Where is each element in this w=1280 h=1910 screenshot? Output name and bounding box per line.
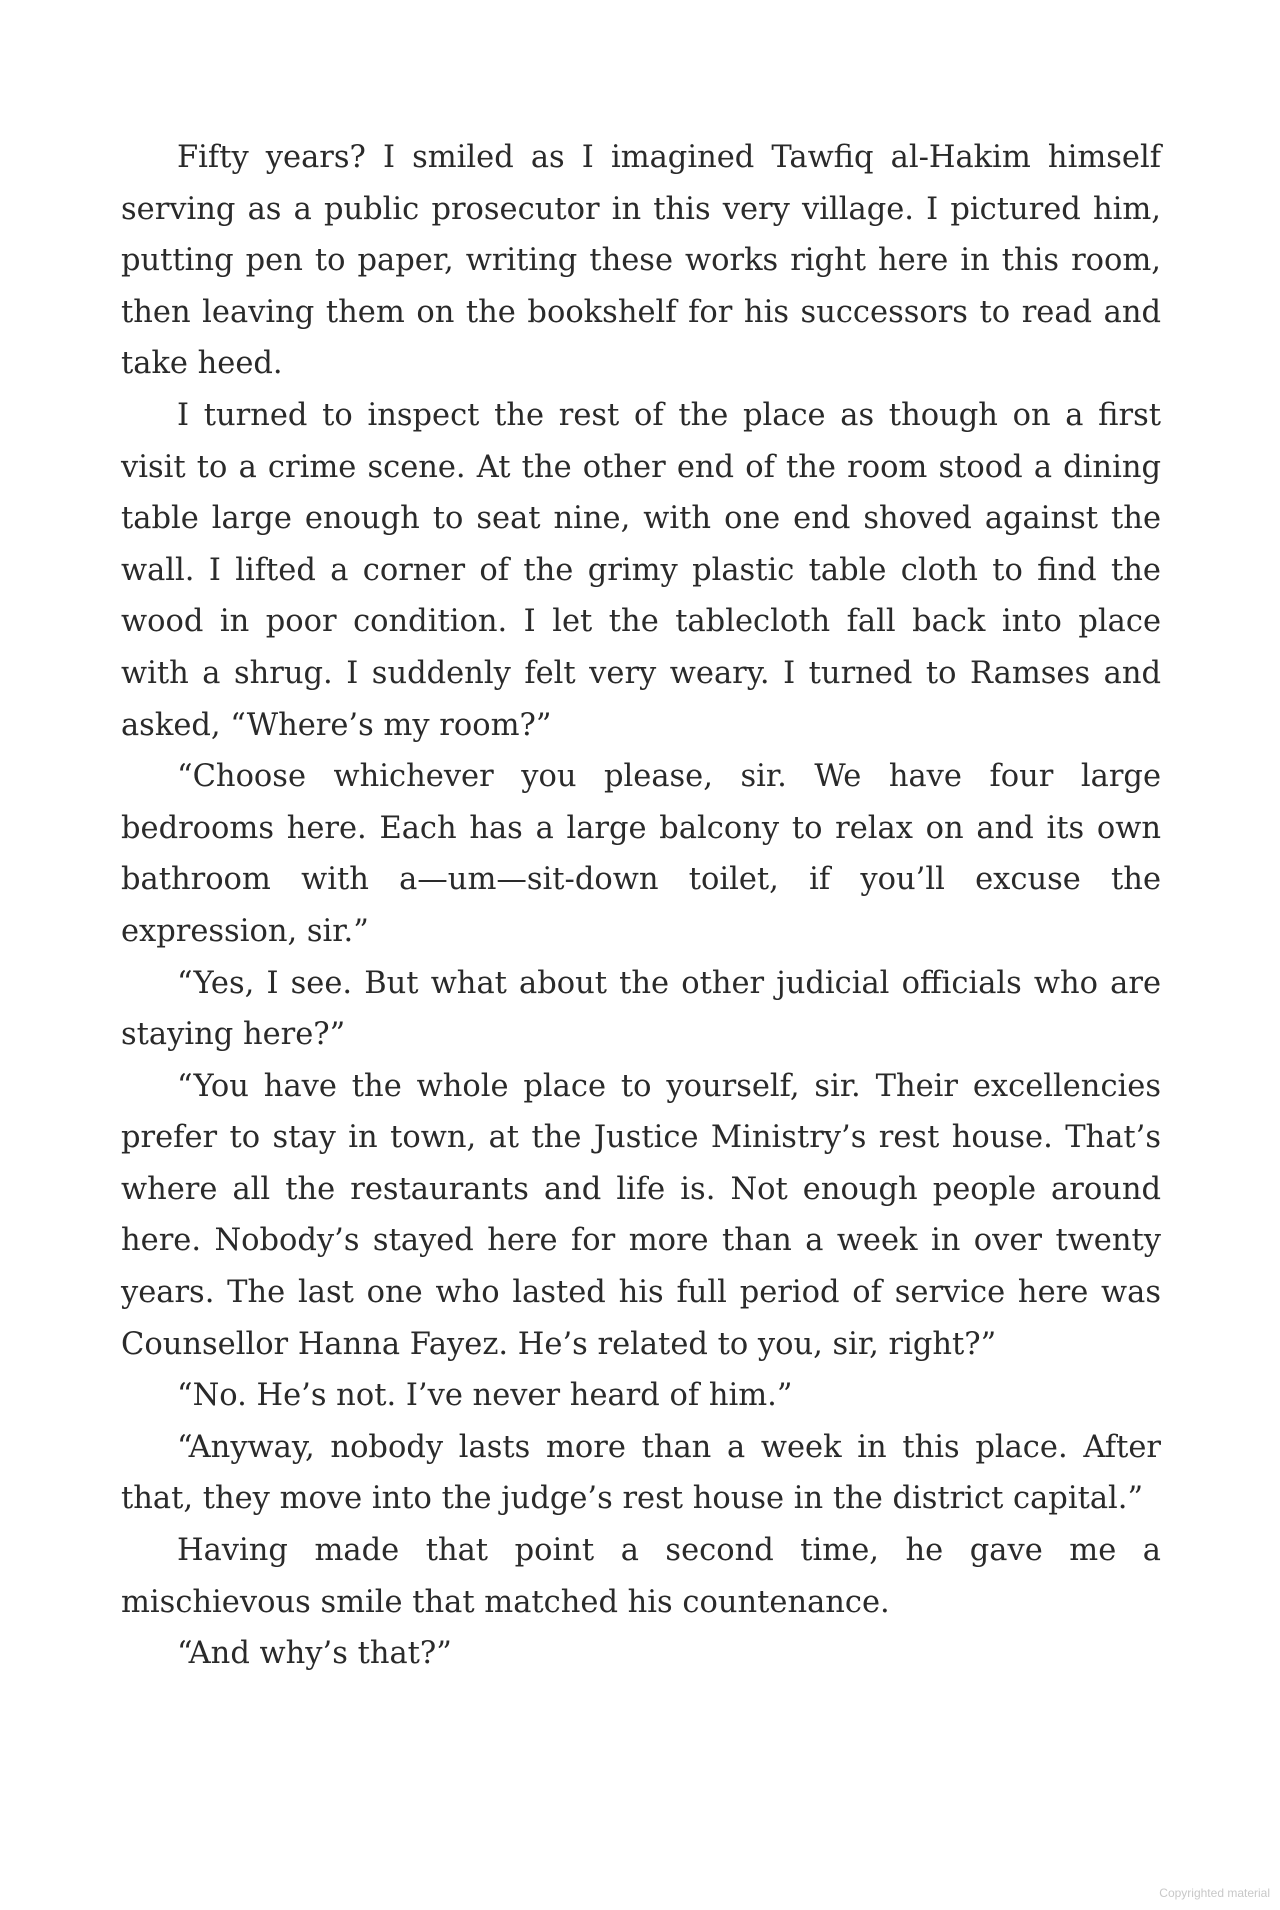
paragraph: “Anyway, nobody lasts more than a week in this place. After that, they move into the judge’s rest house in the district capital.” — [121, 1429, 1161, 1517]
paragraph: I turned to inspect the rest of the place as though on a first visit to a crime scene. At the other end of the room stood a dining table large enough to seat nine, with one end shoved against the wall. I lifted a corner of the grimy plastic table cloth to find the wood in poor condition. I let the tablecloth fall back into place with a shrug. I suddenly felt very weary. I turned to Ramses and asked, “Where’s my room?” — [121, 397, 1161, 743]
paragraph: Having made that point a second time, he gave me a mischievous smile that matched his countenance. — [121, 1533, 1161, 1620]
body-text — [121, 132, 1161, 1680]
paragraph: “Choose whichever you please, sir. We have four large bedrooms here. Each has a large balcony to relax on and its own bathroom with a—um—sit-down toilet, if you’ll excuse the expression, sir.” — [121, 759, 1161, 949]
paragraph: “You have the whole place to yourself, sir. Their excellencies prefer to stay in town, at the Justice Ministry’s rest house. That’s where all the restaurants and life is. Not enough people around here. Nobody’s stayed here for more than a week in over twenty years. The last one who lasted his full period of service here was Counsellor Hanna Fayez. He’s related to you, sir, right?” — [121, 1068, 1161, 1362]
paragraph: Fifty years? I smiled as I imagined Tawfiq al-Hakim himself serving as a public prosecutor in this very village. I pictured him, putting pen to paper, writing these works right here in this room, then leaving them on the bookshelf for his successors to read and take heed. — [121, 140, 1161, 382]
paragraph: “No. He’s not. I’ve never heard of him.” — [177, 1378, 793, 1414]
copyright-watermark: Copyrighted material — [1159, 1886, 1270, 1900]
paragraph: “Yes, I see. But what about the other judicial officials who are staying here?” — [121, 965, 1161, 1053]
paragraph: “And why’s that?” — [177, 1636, 452, 1672]
